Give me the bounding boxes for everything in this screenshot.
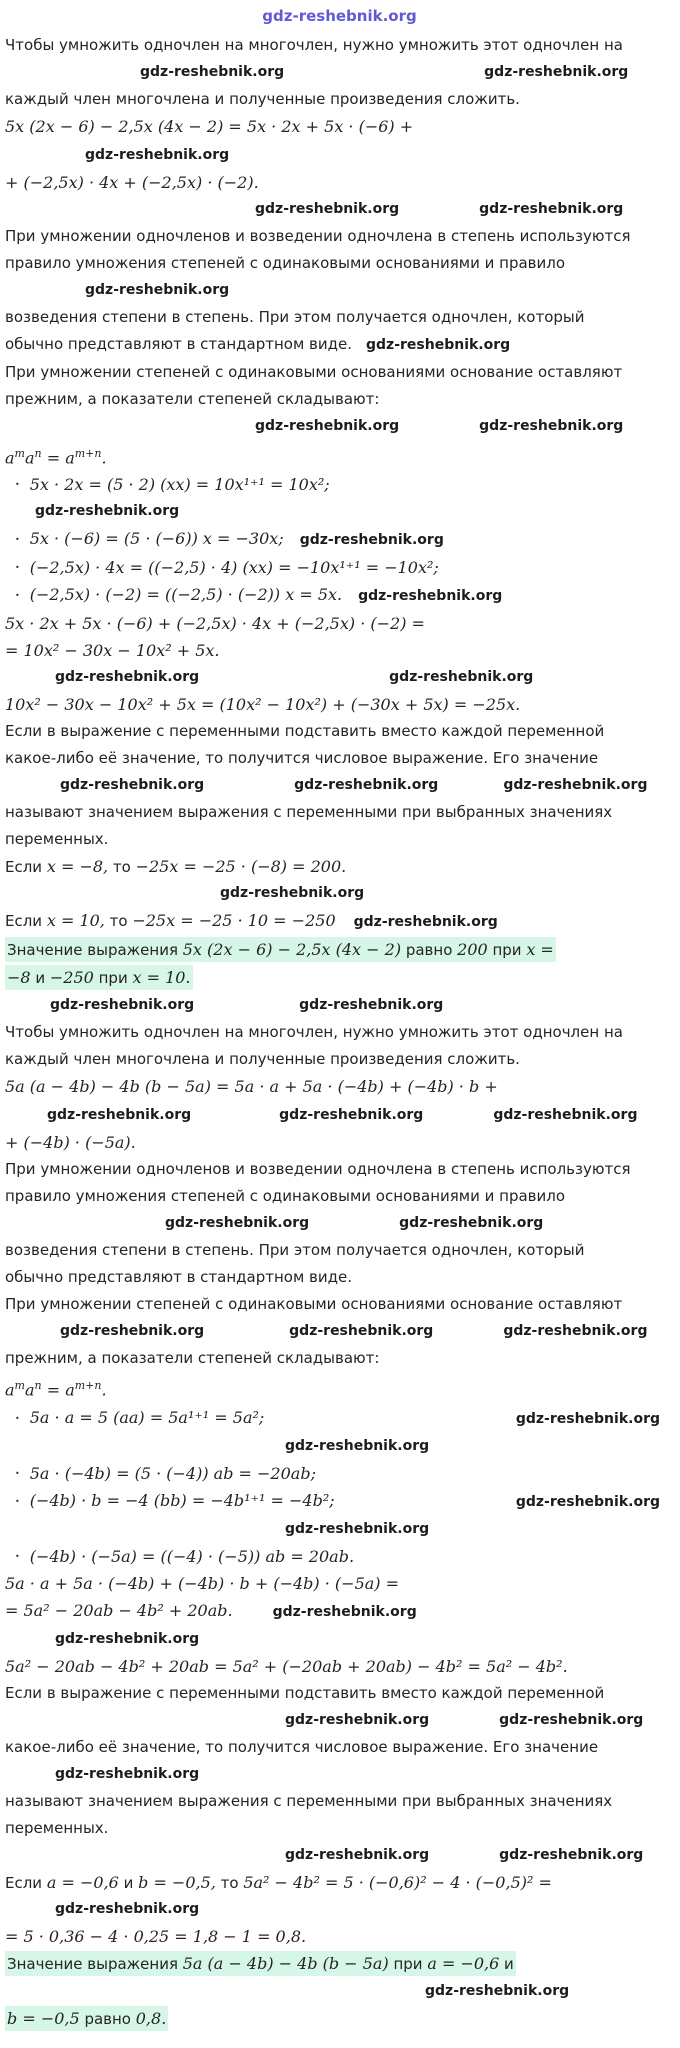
value-rule-line: какое-либо её значение, то получится числовое выражение. Его значение [5,749,599,768]
rule-line: возведения степени в степень. При этом получается одночлен, который [5,308,585,326]
watermark: gdz-reshebnik.org [165,1215,310,1232]
watermark: gdz-reshebnik.org [55,1900,200,1917]
watermark-row [5,1629,674,1650]
math-line: 5x · 2x + 5x · (−6) + (−2,5x) · 4x + (−2,5x) · (−2) = [5,614,425,634]
math-line: = 5 · 0,36 − 4 · 0,25 = 1,8 − 1 = 0,8. [5,1926,307,1946]
watermark: gdz-reshebnik.org [493,1107,638,1124]
value-rule-line: Если в выражение с переменными подставить вместо каждой переменной [5,1683,605,1702]
watermark: gdz-reshebnik.org [55,1630,200,1647]
step-formula: (−4b) · (−5a) = ((−4) · (−5)) ab = 20ab. [29,1546,355,1566]
watermark: gdz-reshebnik.org [358,588,503,605]
watermark-row [5,280,674,301]
math-fragment: 5a (a − 4b) − 4b (b − 5a) [182,1953,389,1973]
step-formula: 5x · (−6) = (5 · (−6)) x = −30x; [29,529,284,549]
highlight-band [5,2006,168,2031]
solution-step [5,584,674,607]
watermark-row [5,1321,674,1342]
watermark: gdz-reshebnik.org [255,201,400,217]
math-fragment: −250 [49,968,94,988]
watermark: gdz-reshebnik.org [60,777,205,794]
math-fragment: 5x (2x − 6) − 2,5x (4x − 2) [182,940,402,960]
bullet-icon: • [15,1496,20,1506]
watermark: gdz-reshebnik.org [285,1520,430,1537]
rule-line: прежним, а показатели степеней складывают: [5,390,380,408]
watermark: gdz-reshebnik.org [60,1323,205,1340]
watermark: gdz-reshebnik.org [279,1107,424,1124]
solution-step [5,1546,674,1567]
rule-line: правило умножения степеней с одинаковыми основаниями и правило [5,254,566,272]
formula-part: m [14,1379,25,1393]
watermark: gdz-reshebnik.org [389,669,534,686]
watermark: gdz-reshebnik.org [399,1215,544,1232]
solution-step [5,557,674,578]
substitution-line [5,910,674,933]
math-line: 5a (a − 4b) − 4b (b − 5a) = 5a · a + 5a · (−4b) + (−4b) · b + [5,1077,498,1097]
solution-2 [5,1022,674,2028]
math-line [5,1600,674,1623]
text-fragment: то [104,912,133,931]
answer-highlight [5,967,674,988]
solution-step [5,1463,674,1484]
site-link[interactable]: gdz-reshebnik.org [262,7,417,25]
watermark-row [5,1436,674,1457]
math-line: + (−2,5x) · 4x + (−2,5x) · (−2). [5,173,259,192]
text-fragment: Если [5,1873,47,1892]
rule-line: обычно представляют в стандартном виде. [5,1268,353,1287]
watermark: gdz-reshebnik.org [299,532,444,549]
math-fragment: −25x = −25 · (−8) = 200. [135,857,347,877]
value-rule-line: называют значением выражения с переменными при выбранных значениях [5,803,613,822]
watermark: gdz-reshebnik.org [294,777,439,794]
watermark: gdz-reshebnik.org [85,282,230,298]
text-fragment: Значение выражения [7,1954,183,1973]
watermark: gdz-reshebnik.org [285,1437,430,1454]
rule-line: возведения степени в степень. При этом получается одночлен, который [5,1241,585,1260]
solution-1 [5,35,674,1016]
watermark-row [5,145,674,166]
watermark: gdz-reshebnik.org [484,64,629,80]
value-rule-line: называют значением выражения с переменными при выбранных значениях [5,1791,613,1810]
formula-part: n [34,1379,42,1393]
answer-highlight [5,1953,674,1974]
step-formula: 5a · (−4b) = (5 · (−4)) ab = −20ab; [29,1463,316,1483]
solution-step [5,1490,674,1513]
math-fragment: 0,8. [135,2008,167,2028]
watermark: gdz-reshebnik.org [55,1765,200,1782]
text-fragment: равно [79,2009,136,2028]
answer-highlight [5,2008,674,2029]
top-link-row [5,6,674,25]
step-formula: (−2,5x) · (−2) = ((−2,5) · (−2)) x = 5x. [29,585,343,605]
math-line: 5x (2x − 6) − 2,5x (4x − 2) = 5x · 2x + 5x · (−6) + [5,117,414,136]
watermark: gdz-reshebnik.org [285,1711,430,1728]
math-fragment: = 5a² − 20ab − 4b² + 20ab. [5,1600,233,1620]
formula-part: a [5,1380,15,1400]
watermark-row [5,62,674,83]
value-rule-line: переменных. [5,830,109,849]
watermark: gdz-reshebnik.org [479,418,624,434]
formula-part: a [5,448,15,468]
math-fragment: −8 [7,968,31,988]
text-fragment: Значение выражения [7,941,183,960]
watermark: gdz-reshebnik.org [515,1410,660,1427]
step-formula: (−2,5x) · 4x = ((−2,5) · 4) (xx) = −10x¹⁺¹ = −10x²; [29,558,439,578]
value-rule-line: переменных. [5,1818,109,1837]
math-fragment: 5a² − 4b² = 5 · (−0,6)² − 4 · (−0,5)² = [243,1872,552,1892]
math-line: = 10x² − 30x − 10x² + 5x. [5,641,220,661]
formula-part: m+n [74,447,102,460]
rule-line: При умножении степеней с одинаковыми основаниями основание оставляют [5,363,623,381]
value-rule-line: Если в выражение с переменными подставить вместо каждой переменной [5,722,605,741]
watermark: gdz-reshebnik.org [353,914,498,931]
intro-line-2: каждый член многочлена и полученные произведения сложить. [5,90,520,108]
text-fragment: и [499,1954,514,1973]
highlight-band [5,1951,516,1976]
formula-part: m+n [74,1379,102,1393]
bullet-icon: • [15,1468,20,1478]
bullet-icon: • [15,1413,20,1423]
formula-part: = a [41,1380,75,1400]
math-fragment: −25x = −25 · 10 = −250 [132,911,336,931]
watermark: gdz-reshebnik.org [50,997,195,1014]
text-fragment: равно [401,941,458,960]
math-line: 5a · a + 5a · (−4b) + (−4b) · b + (−4b) · (−5a) = [5,1573,400,1593]
watermark: gdz-reshebnik.org [220,885,365,902]
math-line: + (−4b) · (−5a). [5,1133,136,1153]
text-fragment: при [93,969,133,988]
formula-part: n [34,447,42,460]
bullet-icon: • [15,563,20,573]
watermark: gdz-reshebnik.org [499,1711,644,1728]
text-fragment: Если [5,912,47,931]
math-fragment: 200 [457,940,488,960]
watermark: gdz-reshebnik.org [425,1982,570,1999]
math-line: 10x² − 30x − 10x² + 5x = (10x² − 10x²) + (−30x + 5x) = −25x. [5,695,521,715]
watermark-row [5,1764,674,1785]
text-fragment: при [487,941,527,960]
watermark: gdz-reshebnik.org [140,64,285,80]
watermark: gdz-reshebnik.org [47,1107,192,1124]
text-fragment: обычно представляют в стандартном виде. [5,335,353,353]
watermark: gdz-reshebnik.org [35,503,180,520]
intro-line-2: каждый член многочлена и полученные произведения сложить. [5,1050,520,1069]
watermark: gdz-reshebnik.org [289,1323,434,1340]
math-fragment: x = −8, [46,857,109,877]
formula-part: a [24,1380,35,1400]
watermark-row [5,501,674,522]
solution-step [5,1407,674,1430]
rule-line: правило умножения степеней с одинаковыми основаниями и правило [5,1187,566,1206]
watermark-row [5,1519,674,1540]
watermark: gdz-reshebnik.org [272,1603,417,1620]
watermark: gdz-reshebnik.org [285,1846,430,1863]
solution-step [5,474,674,495]
rule-line: прежним, а показатели степеней складывают: [5,1349,380,1368]
watermark-row [5,1981,674,2002]
text-fragment: Если [5,858,47,877]
text-fragment: и [30,969,50,988]
bullet-icon: • [15,1551,20,1561]
watermark-row [5,775,674,796]
solution-step [5,528,674,551]
step-formula: (−4b) · b = −4 (bb) = −4b¹⁺¹ = −4b²; [29,1490,335,1510]
value-rule-line: какое-либо её значение, то получится числовое выражение. Его значение [5,1737,599,1756]
math-fragment: b = −0,5, [138,1872,216,1892]
step-formula: 5x · 2x = (5 · 2) (xx) = 10x¹⁺¹ = 10x²; [29,475,330,495]
formula-part: a [24,448,35,468]
formula-part: m [14,447,25,460]
text-fragment: и [118,1873,139,1892]
watermark-row [5,1710,674,1731]
rule-line [5,334,674,356]
watermark: gdz-reshebnik.org [503,777,648,794]
math-fragment: b = −0,5 [7,2008,80,2028]
watermark: gdz-reshebnik.org [85,147,230,163]
watermark-row [5,199,674,220]
bullet-icon: • [15,480,20,490]
power-rule-formula [5,443,674,468]
text-fragment: то [108,858,136,877]
watermark-row [5,1845,674,1866]
watermark: gdz-reshebnik.org [499,1846,644,1863]
highlight-band [5,965,193,990]
formula-part: = a [41,448,75,468]
watermark-row [5,1899,674,1920]
power-rule-formula [5,1375,674,1400]
answer-highlight [5,939,674,960]
watermark-row [5,416,674,437]
formula-part: . [101,1380,107,1400]
math-fragment: x = [526,940,554,960]
bullet-icon: • [15,591,20,601]
intro-line-1: Чтобы умножить одночлен на многочлен, нужно умножить этот одночлен на [5,1023,623,1042]
math-fragment: a = −0,6 [46,1872,119,1892]
watermark: gdz-reshebnik.org [479,201,624,217]
rule-line: При умножении одночленов и возведении одночлена в степень используются [5,1160,631,1179]
math-fragment: a = −0,6 [427,1953,500,1973]
watermark: gdz-reshebnik.org [366,337,511,353]
watermark: gdz-reshebnik.org [55,669,200,686]
watermark: gdz-reshebnik.org [503,1323,648,1340]
watermark-row [5,667,674,688]
rule-line: При умножении одночленов и возведении одночлена в степень используются [5,227,631,245]
watermark: gdz-reshebnik.org [299,997,444,1014]
watermark-row [5,1105,674,1126]
text-fragment: при [388,1954,428,1973]
math-fragment: x = 10, [46,911,105,931]
watermark: gdz-reshebnik.org [255,418,400,434]
highlight-band [5,937,556,962]
watermark-row [5,883,674,904]
formula-part: . [101,448,107,468]
watermark-row [5,995,674,1016]
step-formula: 5a · a = 5 (aa) = 5a¹⁺¹ = 5a²; [29,1407,265,1427]
watermark-row [5,1213,674,1234]
substitution-line [5,856,674,877]
math-fragment: x = 10. [132,968,191,988]
intro-line-1: Чтобы умножить одночлен на многочлен, нужно умножить этот одночлен на [5,36,623,54]
bullet-icon: • [15,535,20,545]
text-fragment: то [215,1873,244,1892]
rule-line: При умножении степеней с одинаковыми основаниями основание оставляют [5,1295,623,1314]
substitution-line [5,1872,674,1893]
watermark: gdz-reshebnik.org [515,1493,660,1510]
math-line: 5a² − 20ab − 4b² + 20ab = 5a² + (−20ab + 20ab) − 4b² = 5a² − 4b². [5,1656,568,1676]
